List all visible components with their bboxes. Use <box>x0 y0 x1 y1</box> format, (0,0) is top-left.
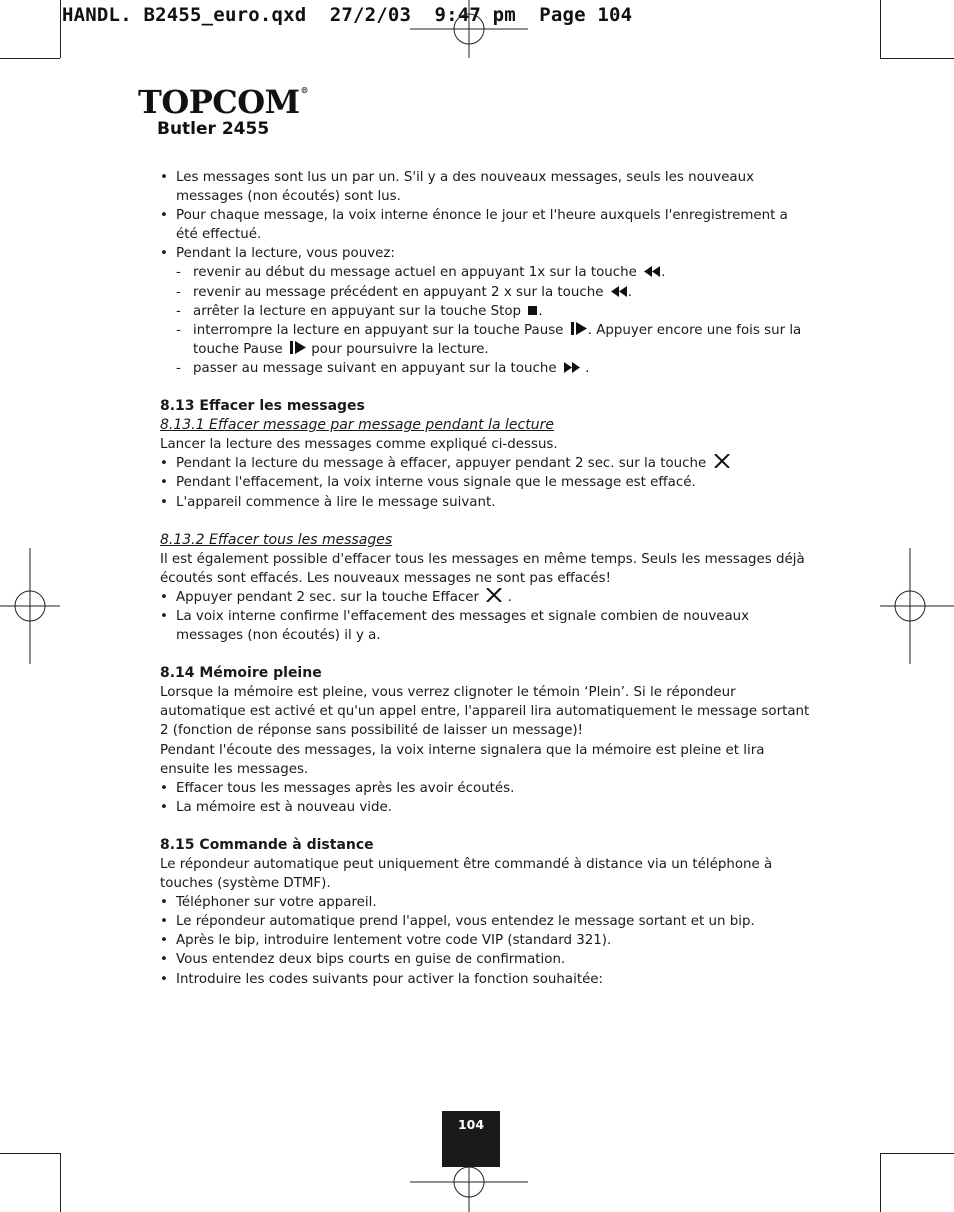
list-item: • Pendant la lecture, vous pouvez: <box>160 244 810 263</box>
model-name: Butler 2455 <box>157 119 270 139</box>
list-item: • Vous entendez deux bips courts en guise de confirmation. <box>160 950 810 969</box>
sub-list-item <box>160 321 810 359</box>
subsection-heading: 8.13.2 Effacer tous les messages <box>160 531 393 548</box>
registered-mark: ® <box>300 85 309 95</box>
crop-mark <box>880 58 954 59</box>
brand-logo <box>138 83 309 121</box>
rewind-icon <box>610 286 628 297</box>
sub-list-text: pour poursuivre la lecture. <box>311 341 489 357</box>
play-pause-icon <box>289 341 307 354</box>
crop-mark <box>880 1153 954 1154</box>
skip-forward-icon <box>563 362 581 373</box>
crop-mark <box>60 0 61 58</box>
section-heading: 8.13 Effacer les messages <box>160 398 365 415</box>
paragraph: Il est également possible d'effacer tous les messages en même temps. Seuls les messages déjà écoutés sont effacés. Les nouveaux messages ne sont pas effacés! <box>160 551 805 586</box>
page-content <box>160 168 810 989</box>
sub-list-item <box>160 359 810 378</box>
list-item <box>160 588 810 607</box>
punctuation: . <box>661 265 666 281</box>
page-number: 104 <box>442 1111 500 1167</box>
registration-mark-right <box>880 548 954 664</box>
list-item <box>160 454 810 473</box>
play-pause-icon <box>570 322 588 335</box>
sub-list-text: . Appuyer encore une fois sur la touche Pause <box>193 322 802 357</box>
crop-mark <box>880 0 881 58</box>
list-item-text: Appuyer pendant 2 sec. sur la touche Effacer <box>176 589 480 605</box>
paragraph: Pendant l'écoute des messages, la voix interne signalera que la mémoire est pleine et lira ensuite les messages. <box>160 742 765 777</box>
list-item: • Téléphoner sur votre appareil. <box>160 893 810 912</box>
delete-x-icon <box>485 588 503 602</box>
sub-list-item <box>160 263 810 282</box>
sub-list-text: arrêter la lecture en appuyant sur la touche Stop <box>193 303 522 319</box>
registration-mark-left <box>0 548 60 664</box>
sub-list-item <box>160 302 810 321</box>
paragraph: Le répondeur automatique peut uniquement être commandé à distance via un téléphone à touches (système DTMF). <box>160 857 773 892</box>
list-item: • Pour chaque message, la voix interne énonce le jour et l'heure auxquels l'enregistrement a été effectué. <box>160 206 810 244</box>
print-slug: HANDL. B2455_euro.qxd 27/2/03 9:47 pm Page 104 <box>62 4 633 26</box>
list-item: • Effacer tous les messages après les avoir écoutés. <box>160 779 810 798</box>
subsection-heading: 8.13.1 Effacer message par message pendant la lecture <box>160 417 554 434</box>
sub-list-text: revenir au début du message actuel en appuyant 1x sur la touche <box>193 265 637 281</box>
paragraph: Lorsque la mémoire est pleine, vous verrez clignoter le témoin ‘Plein’. Si le répondeur automatique est activé et qu'un appel entre, l'appareil lira automatiquement le message sortant 2 (fonction de réponse sans possibilité de laisser un message)! <box>160 685 810 739</box>
rewind-icon <box>643 266 661 277</box>
list-item: • Pendant l'effacement, la voix interne vous signale que le message est effacé. <box>160 473 810 492</box>
brand-logo-text: TOPCOM <box>138 83 300 121</box>
punctuation: . <box>507 589 512 605</box>
sub-list-text: revenir au message précédent en appuyant 2 x sur la touche <box>193 284 604 300</box>
punctuation: . <box>627 284 632 300</box>
list-item: • Après le bip, introduire lentement votre code VIP (standard 321). <box>160 931 810 950</box>
section-heading: 8.14 Mémoire pleine <box>160 665 322 682</box>
registration-mark-top <box>410 0 528 60</box>
paragraph: Lancer la lecture des messages comme expliqué ci-dessus. <box>160 437 558 453</box>
stop-icon <box>527 306 538 316</box>
punctuation: . <box>538 303 543 319</box>
crop-mark <box>0 58 60 59</box>
sub-list-text: passer au message suivant en appuyant sur la touche <box>193 360 557 376</box>
list-item: • Introduire les codes suivants pour activer la fonction souhaitée: <box>160 970 810 989</box>
section-heading: 8.15 Commande à distance <box>160 836 374 853</box>
list-item: • L'appareil commence à lire le message suivant. <box>160 493 810 512</box>
list-item: • La mémoire est à nouveau vide. <box>160 798 810 817</box>
list-item: • La voix interne confirme l'effacement des messages et signale combien de nouveaux messages (non écoutés) il y a. <box>160 607 810 645</box>
crop-mark <box>0 1153 60 1154</box>
list-item-text: Pendant la lecture du message à effacer, appuyer pendant 2 sec. sur la touche <box>176 456 707 472</box>
punctuation: . <box>585 360 590 376</box>
list-item: • Le répondeur automatique prend l'appel, vous entendez le message sortant et un bip. <box>160 912 810 931</box>
crop-mark <box>60 1153 61 1212</box>
crop-mark <box>880 1153 881 1212</box>
list-item: • Les messages sont lus un par un. S'il y a des nouveaux messages, seuls les nouveaux messages (non écoutés) sont lus. <box>160 168 810 206</box>
sub-list-item <box>160 283 810 302</box>
delete-x-icon <box>713 454 731 468</box>
sub-list-text: interrompre la lecture en appuyant sur la touche Pause <box>193 322 564 338</box>
